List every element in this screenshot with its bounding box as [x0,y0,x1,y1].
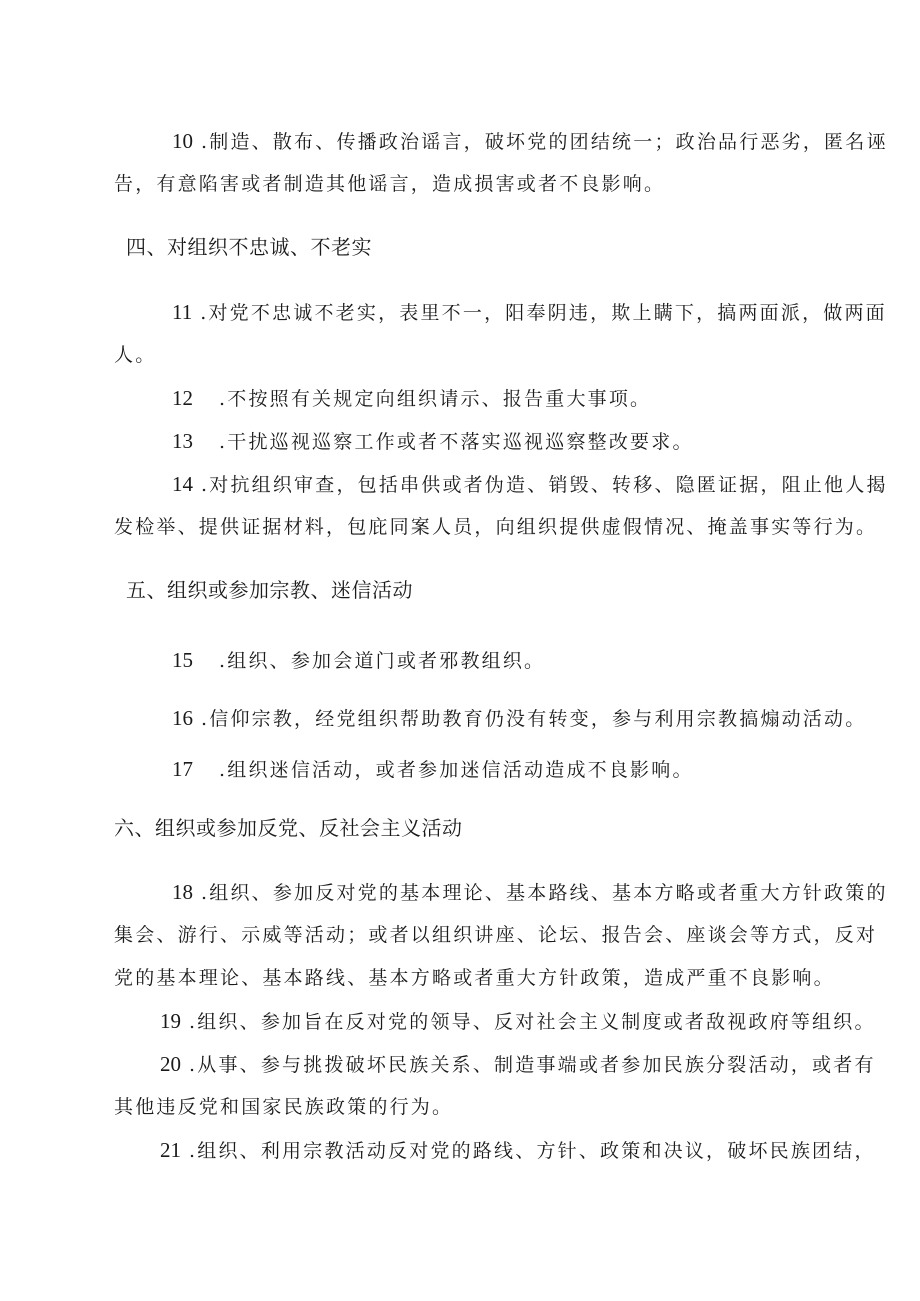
item-15-line-1 [172,648,545,673]
item-number: 16 [172,706,193,730]
item-text: .组织迷信活动，或者参加迷信活动造成不良影响。 [219,759,694,781]
item-text: .制造、散布、传播政治谣言，破坏党的团结统一；政治品行恶劣，匿名诬 [201,131,888,153]
item-text: .组织、参加反对党的基本理论、基本路线、基本方略或者重大方针政策的 [201,882,888,904]
item-text: .对抗组织审查，包括串供或者伪造、销毁、转移、隐匿证据，阻止他人揭 [201,474,888,496]
item-text: .组织、参加会道门或者邪教组织。 [219,650,546,672]
item-text: 人。 [114,344,157,366]
item-number: 18 [172,880,193,904]
item-text: .组织、参加旨在反对党的领导、反对社会主义制度或者敌视政府等组织。 [189,1011,876,1033]
item-number: 13 [172,429,193,453]
item-number: 12 [172,386,193,410]
item-number: 15 [172,648,193,672]
item-text: .组织、利用宗教活动反对党的路线、方针、政策和决议，破坏民族团结， [189,1140,876,1162]
item-text: 发检举、提供证据材料，包庇同案人员，向组织提供虚假情况、掩盖事实等行为。 [114,516,878,538]
section-heading-5: 五、组织或参加宗教、迷信活动 [126,578,413,602]
item-number: 14 [172,472,193,496]
item-text: 党的基本理论、基本路线、基本方略或者重大方针政策，造成严重不良影响。 [114,967,835,989]
item-18-line-2 [114,923,877,947]
item-number: 19 [160,1009,181,1033]
item-number: 20 [160,1052,181,1076]
item-12-line-1 [172,386,651,411]
item-text: 集会、游行、示威等活动；或者以组织讲座、论坛、报告会、座谈会等方式，反对 [114,924,878,946]
section-heading-4: 四、对组织不忠诚、不老实 [126,235,372,259]
item-text: .从事、参与挑拨破坏民族关系、制造事端或者参加民族分裂活动，或者有 [189,1054,876,1076]
item-11-line-1 [172,300,887,325]
item-16-line-1 [172,706,866,731]
item-10-line-1 [172,129,888,154]
item-14-line-2 [114,515,877,539]
item-18-line-3 [114,966,835,990]
item-text: .干扰巡视巡察工作或者不落实巡视巡察整改要求。 [219,431,694,453]
section-heading-6: 六、组织或参加反党、反社会主义活动 [114,816,463,840]
item-number: 11 [172,300,193,324]
item-20-line-2 [114,1095,453,1119]
item-text: 告，有意陷害或者制造其他谣言，造成损害或者不良影响。 [114,173,666,195]
item-20-line-1 [160,1052,876,1077]
item-number: 17 [172,757,193,781]
item-13-line-1 [172,429,694,454]
item-text: 其他违反党和国家民族政策的行为。 [114,1096,454,1118]
item-19-line-1 [160,1009,876,1034]
item-number: 10 [172,129,193,153]
item-text: .信仰宗教，经党组织帮助教育仍没有转变，参与利用宗教搞煽动活动。 [201,708,867,730]
item-text: .对党不忠诚不老实，表里不一，阳奉阴违，欺上瞒下，搞两面派，做两面 [200,302,887,324]
item-10-line-2 [114,172,665,196]
item-11-line-2 [114,343,156,367]
item-14-line-1 [172,472,888,497]
item-number: 21 [160,1138,181,1162]
item-21-line-1 [160,1138,876,1163]
item-text: .不按照有关规定向组织请示、报告重大事项。 [219,388,652,410]
item-17-line-1 [172,757,694,782]
item-18-line-1 [172,880,888,905]
